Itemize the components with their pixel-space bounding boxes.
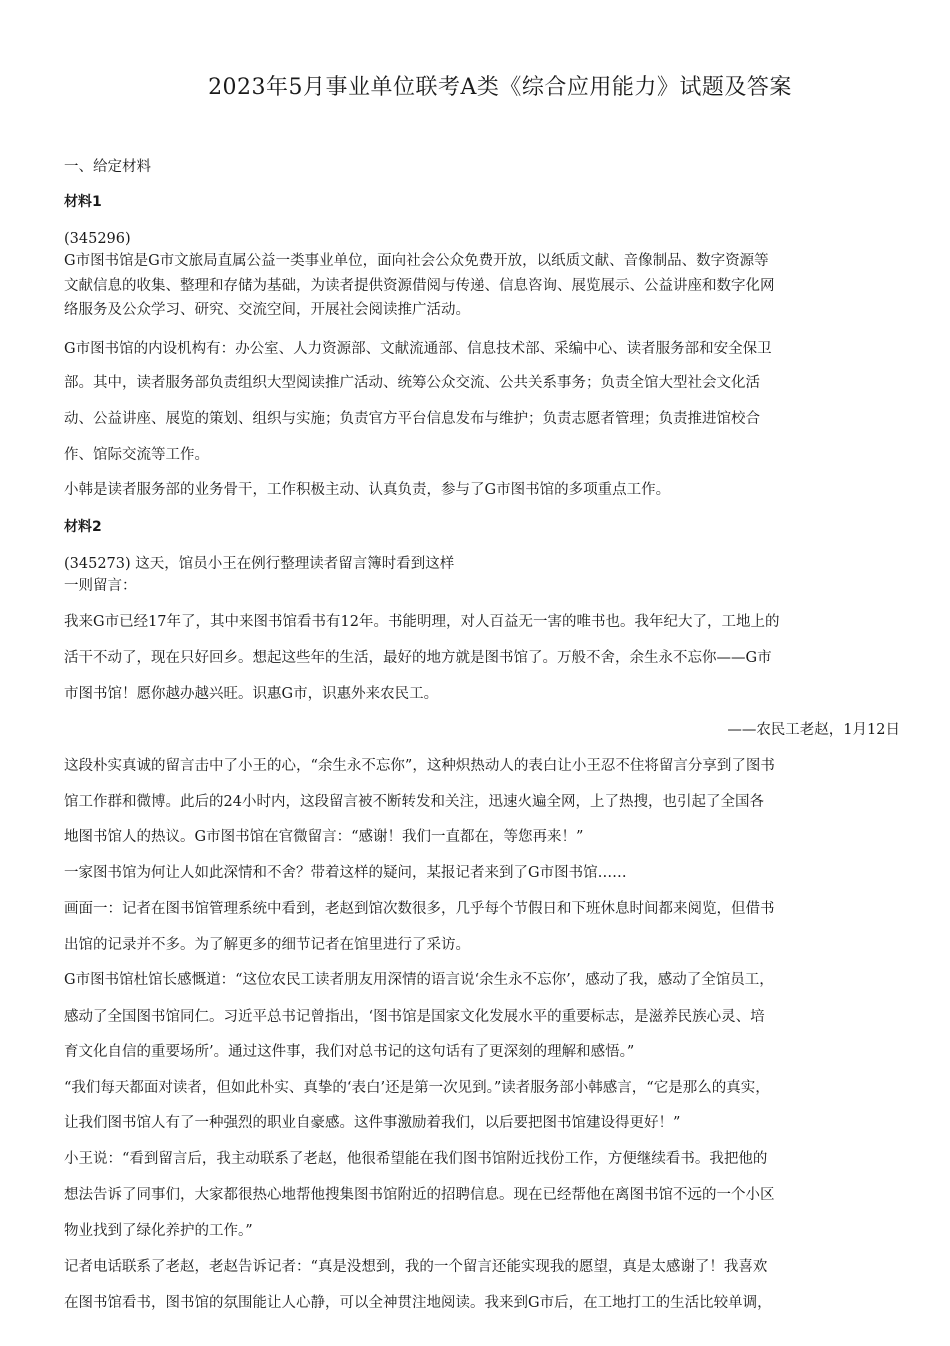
material-2-intro-line: (345273) 这天，馆员小王在例行整理读者留言簿时看到这样 [64,556,455,572]
material-2-heading: 材料2 [64,519,102,535]
reader-note-signature: ——农民工老赵，1月12日 [727,722,900,738]
material-2-body-line: 出馆的记录并不多。为了解更多的细节记者在馆里进行了采访。 [64,937,470,953]
reader-note-line: 活干不动了，现在只好回乡。想起这些年的生活，最好的地方就是图书馆了。万般不舍，余生永不忘你——G市 [64,650,772,666]
material-1-p1-line: 文献信息的收集、整理和存储为基础，为读者提供资源借阅与传递、信息咨询、展览展示、公益讲座和数字化网 [64,278,775,294]
material-1-p2-line: G市图书馆的内设机构有：办公室、人力资源部、文献流通部、信息技术部、采编中心、读者服务部和安全保卫 [64,341,772,357]
material-2-body-line: “我们每天都面对读者，但如此朴实、真挚的‘表白’还是第一次见到。”读者服务部小韩感言，“它是那么的真实， [64,1080,770,1096]
material-1-heading: 材料1 [64,194,102,210]
material-2-body-line: 记者电话联系了老赵，老赵告诉记者：“真是没想到，我的一个留言还能实现我的愿望，真是太感谢了！我喜欢 [64,1259,768,1275]
material-2-body-line: 馆工作群和微博。此后的24小时内，这段留言被不断转发和关注，迅速火遍全网，上了热搜，也引起了全国各 [64,794,764,810]
material-2-body-line: 育文化自信的重要场所’。通过这件事，我们对总书记的这句话有了更深刻的理解和感悟。” [64,1044,635,1060]
material-2-body-line: 一家图书馆为何让人如此深情和不舍？带着这样的疑问，某报记者来到了G市图书馆…… [64,865,627,881]
material-1-id: (345296) [64,231,131,247]
material-2-body-line: 地图书馆人的热议。G市图书馆在官微留言：“感谢！我们一直都在，等您再来！” [64,829,584,845]
material-2-body-line: 感动了全国图书馆同仁。习近平总书记曾指出，‘图书馆是国家文化发展水平的重要标志，是滋养民族心灵、培 [64,1009,765,1025]
material-1-p1-line: 络服务及公众学习、研究、交流空间，开展社会阅读推广活动。 [64,302,470,318]
material-1-p1-line: G市图书馆是G市文旅局直属公益一类事业单位，面向社会公众免费开放，以纸质文献、音像制品、数字资源等 [64,253,769,269]
material-1-p3: 小韩是读者服务部的业务骨干，工作积极主动、认真负责，参与了G市图书馆的多项重点工作。 [64,482,671,498]
material-2-body-line: G市图书馆杜馆长感慨道：“这位农民工读者朋友用深情的语言说‘余生永不忘你’，感动了我，感动了全馆员工， [64,972,774,988]
material-1-p2-line: 动、公益讲座、展览的策划、组织与实施；负责官方平台信息发布与维护；负责志愿者管理；负责推进馆校合 [64,411,760,427]
material-1-p2-line: 部。其中，读者服务部负责组织大型阅读推广活动、统筹公众交流、公共关系事务；负责全馆大型社会文化活 [64,375,760,391]
material-2-body-line: 让我们图书馆人有了一种强烈的职业自豪感。这件事激励着我们，以后要把图书馆建设得更好！” [64,1115,681,1131]
material-1-p2-line: 作、馆际交流等工作。 [64,447,209,463]
material-2-body-line: 小王说：“看到留言后，我主动联系了老赵，他很希望能在我们图书馆附近找份工作，方便继续看书。我把他的 [64,1151,768,1167]
document-title: 2023年5月事业单位联考A类《综合应用能力》试题及答案 [208,75,792,100]
reader-note-line: 市图书馆！愿你越办越兴旺。识惠G市，识惠外来农民工。 [64,686,439,702]
material-2-intro-line: 一则留言： [64,578,137,594]
material-2-body-line: 想法告诉了同事们，大家都很热心地帮他搜集图书馆附近的招聘信息。现在已经帮他在离图书馆不远的一个小区 [64,1187,775,1203]
material-2-body-line: 物业找到了绿化养护的工作。” [64,1223,253,1239]
reader-note-line: 我来G市已经17年了，其中来图书馆看书有12年。书能明理，对人百益无一害的唯书也。我年纪大了，工地上的 [64,614,780,630]
material-2-body-line: 这段朴实真诚的留言击中了小王的心，“余生永不忘你”，这种炽热动人的表白让小王忍不住将留言分享到了图书 [64,758,775,774]
material-2-body-line: 画面一：记者在图书馆管理系统中看到，老赵到馆次数很多，几乎每个节假日和下班休息时间都来阅览，但借书 [64,901,775,917]
material-2-body-line: 在图书馆看书，图书馆的氛围能让人心静，可以全神贯注地阅读。我来到G市后，在工地打工的生活比较单调， [64,1295,772,1311]
section-heading: 一、给定材料 [64,159,151,175]
